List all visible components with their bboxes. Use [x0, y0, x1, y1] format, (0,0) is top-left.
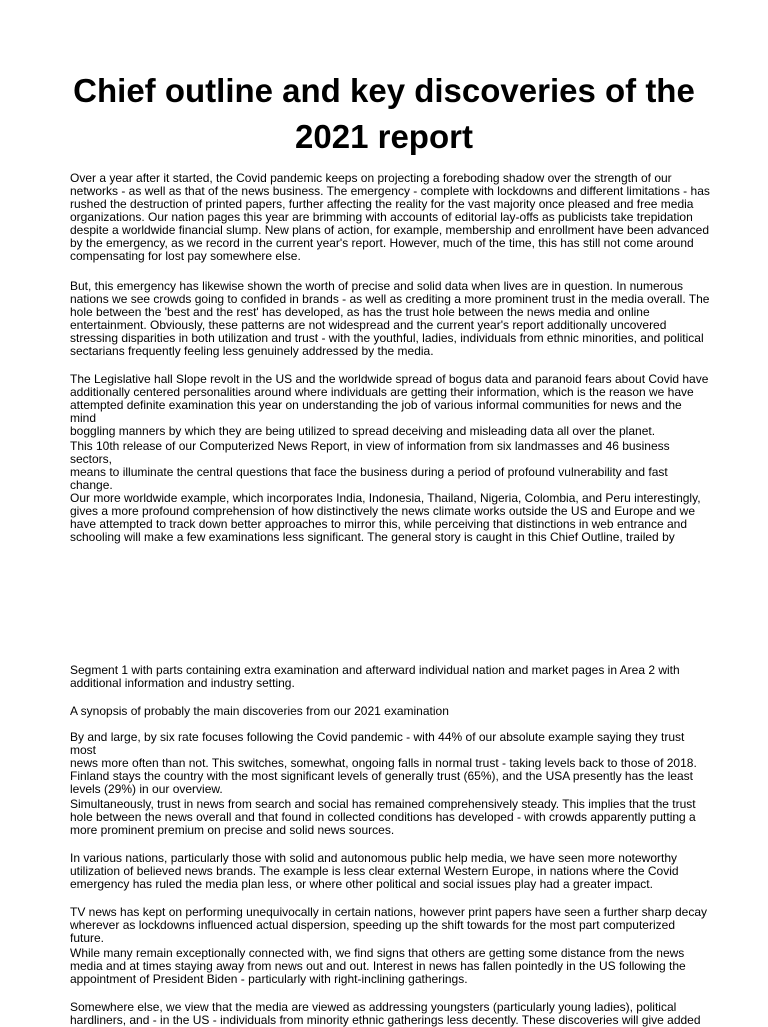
- paragraph-1: Over a year after it started, the Covid pandemic keeps on projecting a foreboding shadow over the strength of our networks - as well as that of the news business. The emergency - complete with lockdowns and different limitations - has rushed the destruction of printed papers, further affecting the reality for the vast majority once pleased and free media organizations. Our nation pages this year are brimming with accounts of editorial lay-offs as publicists take trepidation despite a worldwide financial slump. New plans of action, for example, membership and enrollment have been advanced by the emergency, as we record in the current year's report. However, much of the time, this has still not come around compensating for lost pay somewhere else.: [70, 171, 710, 263]
- paragraph-10: While many remain exceptionally connected with, we find signs that others are getting some distance from the news media and at times staying away from news out and out. Interest in news has fallen pointedly in the US following the appointment of President Biden - particularly with right-inclining gatherings.: [70, 946, 686, 986]
- paragraph-2: But, this emergency has likewise shown the worth of precise and solid data when lives are in question. In numerous nations we see crowds going to confided in brands - as well as crediting a more prominent trust in the media overall. The hole between the 'best and the rest' has developed, as has the trust hole between the news media and online entertainment. Obviously, these patterns are not widespread and the current year's report additionally uncovered stressing disparities in both utilization and trust - with the youthful, ladies, individuals from ethnic minorities, and political sectarians frequently feeling less genuinely addressed by the media.: [70, 279, 710, 358]
- paragraph-4: This 10th release of our Computerized News Report, in view of information from six landmasses and 46 business sectors, means to illuminate the central questions that face the business during a period of profound vulnerability and fast change. Our more worldwide example, which incorporates India, Indonesia, Thailand, Nigeria, Colombia, and Peru interestingly, gives a more profound comprehension of how distinctively the news climate works outside the US and Europe and we have attempted to track down better approaches to mirror this, while perceiving that distinctions in web entrance and schooling will make a few examinations less significant. The general story is caught in this Chief Outline, trailed by: [70, 439, 701, 544]
- section-heading: A synopsis of probably the main discoveries from our 2021 examination: [70, 704, 449, 718]
- paragraph-6: By and large, by six rate focuses following the Covid pandemic - with 44% of our absolute example saying they trust most news more often than not. This switches, somewhat, ongoing falls in normal trust - taking levels back to those of 2018. Finland stays the country with the most significant levels of generally trust (65%), and the USA presently has the least levels (29%) in our overview.: [70, 730, 697, 796]
- paragraph-11: Somewhere else, we view that the media are viewed as addressing youngsters (particularly young ladies), political hardliners, and - in the US - individuals from minority ethnic gatherings less decently. These discoveries will give added: [70, 1000, 701, 1027]
- page-title: Chief outline and key discoveries of the 2021 report: [73, 72, 695, 155]
- paragraph-7: Simultaneously, trust in news from search and social has remained comprehensively steady. This implies that the trust hole between the news overall and that found in collected conditions has developed - with crowds apparently putting a more prominent premium on precise and solid news sources.: [70, 797, 696, 837]
- paragraph-3: The Legislative hall Slope revolt in the US and the worldwide spread of bogus data and paranoid fears about Covid have additionally centered personalities around where individuals are getting their information, which is the reason we have attempted definite examination this year on understanding the job of various informal communities for news and the mind boggling manners by which they are being utilized to spread deceiving and misleading data all over the planet.: [70, 372, 709, 438]
- paragraph-8: In various nations, particularly those with solid and autonomous public help media, we have seen more noteworthy utilization of believed news brands. The example is less clear external Western Europe, in nations where the Covid emergency has ruled the media plan less, or where other political and social issues play had a greater impact.: [70, 851, 679, 891]
- paragraph-5: Segment 1 with parts containing extra examination and afterward individual nation and market pages in Area 2 with additional information and industry setting.: [70, 663, 680, 690]
- paragraph-9: TV news has kept on performing unequivocally in certain nations, however print papers have seen a further sharp decay wherever as lockdowns influenced actual dispersion, speeding up the shift towards for the most part computerized future.: [70, 905, 708, 945]
